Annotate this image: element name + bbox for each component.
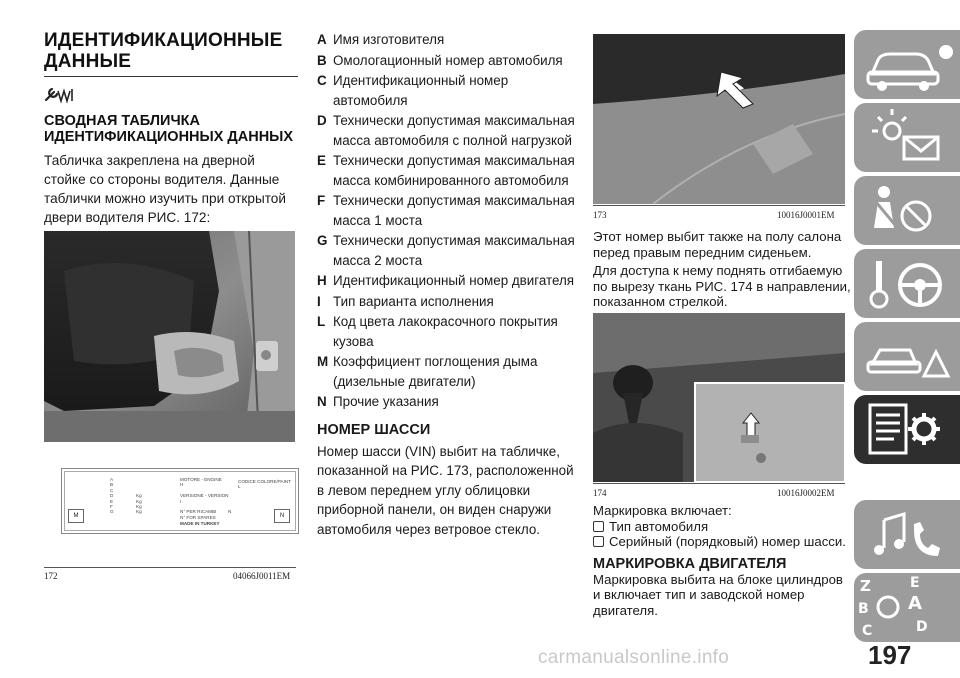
column-middle — [317, 30, 575, 539]
seatbelt-airbag-icon — [854, 176, 960, 245]
svg-text:B: B — [858, 601, 869, 617]
tab-starting-driving[interactable] — [854, 249, 960, 318]
svg-text:D: D — [916, 619, 928, 635]
vin-floor-text — [593, 229, 851, 313]
plate-paragraph: Табличка закреплена на дверной стойке со стороны водителя. Данные таблички можно изучить при открытой двери водителя РИС. 172: — [44, 153, 286, 225]
section-title: ИДЕНТИФИКАЦИОННЫЕ ДАННЫЕ — [44, 30, 298, 77]
chassis-title: НОМЕР ШАССИ — [317, 421, 431, 438]
legend-item: C Идентификационный номер автомобиля — [317, 73, 509, 108]
marking-intro: Маркировка включает: — [593, 503, 732, 518]
figure-173-windshield-vin-photo — [593, 34, 845, 204]
figure-174-floor-vin-photo — [593, 313, 845, 482]
fig172-number: 172 — [44, 571, 58, 581]
svg-text:C: C — [862, 623, 873, 639]
car-icon — [854, 30, 960, 99]
engine-text: Маркировка выбита на блоке цилиндров и включает тип и заводской номер двигателя. — [593, 571, 843, 618]
page-number: 197 — [868, 640, 912, 670]
fig174-code: 10016J0002EM — [777, 488, 835, 498]
legend-list — [317, 30, 575, 412]
fig173-code: 10016J0001EM — [777, 210, 835, 220]
legend-item: F Технически допустимая максимальная масса 1 моста — [317, 193, 575, 228]
plate-kg: Kg Kg Kg Kg — [136, 493, 142, 515]
watermark: carmanualsonline.info — [538, 647, 730, 668]
svg-text:A: A — [908, 593, 922, 614]
legend-item: L Код цвета лакокрасочного покрытия кузова — [317, 314, 558, 349]
tab-emergency[interactable] — [854, 322, 960, 391]
plate-letters: A B C D E F G — [110, 477, 114, 515]
figure-172-door-pillar-photo — [44, 231, 295, 442]
plate-mid: MOTORE - ENGINE H VERSIONE - VERSION I N° PER RICAMBI N° FOR SPARES — [180, 477, 229, 520]
plate-n: N — [228, 509, 232, 514]
tab-index[interactable] — [854, 573, 960, 642]
plate-subtitle: СВОДНАЯ ТАБЛИЧКА ИДЕНТИФИКАЦИОННЫХ ДАННЫХ — [44, 113, 294, 145]
marking-item: Серийный (порядковый) номер шасси. — [593, 534, 851, 550]
svg-text:E: E — [910, 575, 920, 591]
identification-plate-drawing — [61, 468, 299, 534]
tab-safety[interactable] — [854, 176, 960, 245]
plate-m-box: M — [68, 509, 84, 523]
plate-color-code: CODICE COLORE/PAINT L — [238, 479, 292, 490]
plate-made: MADE IN TURKEY — [180, 521, 220, 526]
svg-text:Z: Z — [860, 577, 871, 595]
engine-title: МАРКИРОВКА ДВИГАТЕЛЯ — [593, 555, 787, 572]
caption-rule — [593, 205, 845, 206]
legend-item: N Прочие указания — [317, 394, 439, 409]
legend-item: G Технически допустимая максимальная масса 2 моста — [317, 233, 575, 268]
legend-item: I Тип варианта исполнения — [317, 293, 494, 309]
caption-rule — [44, 567, 296, 568]
checkbox-icon — [593, 536, 604, 547]
legend-item: A Имя изготовителя — [317, 32, 445, 47]
wrench-icon — [44, 83, 298, 105]
marking-section — [593, 503, 851, 621]
key-steering-wheel-icon — [854, 249, 960, 318]
checkbox-icon — [593, 521, 604, 532]
caption-rule — [593, 483, 845, 484]
chassis-text: Номер шасси (VIN) выбит на табличке, показанной на РИС. 173, расположенной в левом переднем углу облицовки приборной панели, он виден снаружи автомобиля через ветровое стекло. — [317, 443, 574, 537]
vin-floor-paragraph: Этот номер выбит также на полу салона перед правым передним сиденьем. — [593, 229, 842, 260]
fig173-number: 173 — [593, 210, 607, 220]
tab-lights-messages[interactable] — [854, 103, 960, 172]
marking-item: Тип автомобиля — [593, 519, 851, 535]
plate-n-box: N — [274, 509, 290, 523]
legend-item: E Технически допустимая максимальная масса комбинированного автомобиля — [317, 153, 575, 188]
tab-multimedia[interactable] — [854, 500, 960, 569]
legend-item: D Технически допустимая максимальная масса автомобиля с полной нагрузкой — [317, 113, 575, 148]
fig174-number: 174 — [593, 488, 607, 498]
music-phone-icon — [854, 500, 960, 569]
legend-item: B Омологационный номер автомобиля — [317, 52, 563, 68]
tab-maintenance-active[interactable] — [854, 395, 960, 464]
fig172-code: 04066J0011EM — [233, 571, 291, 581]
tab-car[interactable] — [854, 30, 960, 99]
column-left — [44, 30, 298, 227]
alphabet-index-icon — [854, 573, 960, 642]
vin-access-paragraph: Для доступа к нему поднять отгибаемую по вырезу ткань РИС. 174 в направлении, показанном стрелкой. — [593, 263, 851, 309]
breakdown-triangle-icon — [854, 322, 960, 391]
warning-light-envelope-icon — [854, 103, 960, 172]
legend-item: H Идентификационный номер двигателя — [317, 273, 575, 288]
document-gear-icon — [854, 395, 960, 464]
legend-item: M Коэффициент поглощения дыма (дизельные двигатели) — [317, 354, 538, 389]
